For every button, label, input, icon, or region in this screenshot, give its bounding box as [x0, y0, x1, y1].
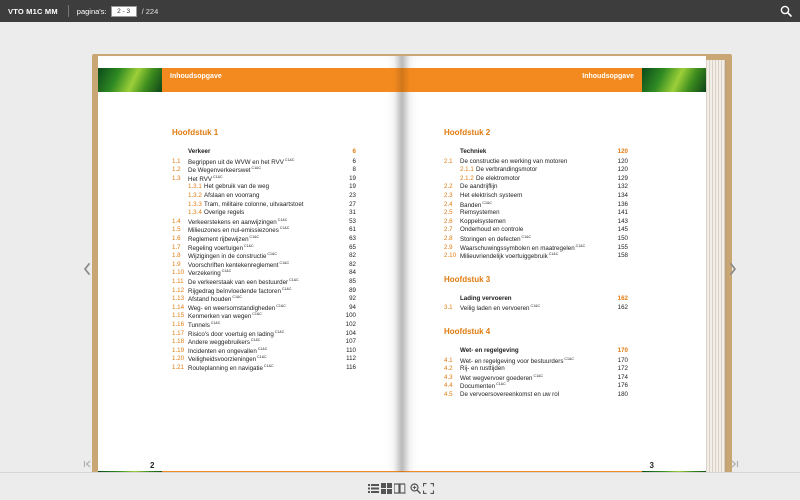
toc-entry-label: Lading vervoeren	[460, 294, 512, 302]
toc-entry-page: 23	[349, 192, 356, 199]
toc-entry-page: 6	[352, 157, 356, 165]
toc-entry-label: Verkeerstekens en aanwijzingen$^{C1\&C}$	[188, 217, 288, 226]
toc-entry-page: 155	[617, 243, 628, 251]
toc-entry-page: 89	[349, 286, 356, 294]
toc-entry-number: 1.18	[172, 338, 185, 346]
page-total: / 224	[141, 6, 159, 16]
toc-entry-page: 19	[349, 183, 356, 191]
toc-entry-number: 2.1.2	[460, 174, 474, 182]
toc-entry-page: 8	[352, 166, 356, 174]
toc-entry-page: 63	[349, 235, 356, 242]
toc-entry-number: 2.10	[444, 252, 457, 260]
toc-entry-label: Incidenten en ongevallen$^{C1\&C}$	[188, 346, 268, 355]
chapter-title: Hoofdstuk 1	[172, 128, 219, 137]
category-superscript: C1&C	[521, 235, 532, 239]
toc-entry-page: 116	[346, 364, 356, 371]
toc-entry[interactable]	[172, 364, 356, 373]
toc-entry-page: 104	[345, 329, 356, 337]
category-superscript: C1&C	[212, 174, 223, 179]
category-superscript: C1&C	[496, 382, 506, 387]
toc-entry-page: 145	[617, 226, 628, 234]
category-superscript: C1&C	[279, 260, 290, 265]
toc-entry-page: 82	[349, 252, 356, 260]
page-number-input[interactable]: 2 - 3	[111, 6, 137, 17]
toc-entry-page: 82	[349, 260, 356, 268]
toc-entry-label: Wijzigingen in de constructie$^{C1\&C}$	[188, 252, 278, 261]
toc-entry-page: 136	[617, 200, 628, 208]
toc-entry-label: Documenten$^{C1\&C}$	[460, 382, 506, 391]
toc-entry-number: 1.19	[172, 346, 185, 354]
toc-entry-label: Afslaan en voorrang	[204, 192, 260, 199]
thumbnail-grid-icon[interactable]	[381, 483, 392, 494]
toc-entry-page: 120	[617, 166, 628, 174]
toc-entry-label: Tunnels$^{C1\&C}$	[188, 321, 221, 330]
toc-entry-label: Afstand houden$^{C1\&C}$	[188, 295, 242, 304]
list-view-icon[interactable]	[368, 483, 379, 494]
toc-entry[interactable]	[444, 391, 628, 400]
toc-entry-label: Waarschuwingssymbolen en maatregelen$^{C1\&C}$	[460, 243, 586, 252]
toc-entry-label: De constructie en werking van motoren	[460, 157, 568, 165]
toc-entry-number: 1.14	[172, 303, 185, 311]
page-header-bar	[402, 68, 642, 92]
toc-entry-number: 1.17	[172, 329, 185, 337]
toc-entry-number: 4.1	[444, 356, 453, 364]
toc-entry-number: 1.5	[172, 226, 181, 234]
toc-entry-number: 2.4	[444, 200, 453, 208]
toc-section-heading[interactable]	[444, 347, 628, 356]
toc-entry-page: 94	[349, 303, 356, 311]
toc-entry-page: 143	[617, 217, 628, 225]
toc-entry-page: 110	[346, 346, 356, 354]
toc-entry-number: 1.13	[172, 295, 185, 303]
toc-section-heading[interactable]	[444, 295, 628, 304]
category-superscript: C1&C	[250, 338, 261, 343]
toc-entry-label: De elektromotor	[476, 174, 521, 182]
toc-entry-label: De verkeerstaak van een bestuurder$^{C1\&C}$	[188, 278, 299, 287]
category-superscript: C1&C	[244, 243, 254, 248]
toc-entry-label: Storingen en defecten$^{C1\&C}$	[460, 235, 532, 244]
toc-entry-page: 27	[349, 200, 356, 208]
toc-entry-label: De vervoersovereenkomst en uw rol	[460, 391, 560, 398]
toc-entry-number: 1.12	[172, 286, 185, 294]
toc-entry-label: Koppelsystemen	[460, 217, 506, 225]
toc-entry-number: 1.3.4	[188, 209, 202, 217]
double-page-icon[interactable]	[394, 483, 405, 494]
page-header-title: Inhoudsopgave	[170, 73, 222, 80]
toc-entry-page: 31	[349, 209, 356, 217]
toc-entry-label: Wet- en regelgeving voor bestuurders$^{C1\&C}$	[460, 356, 575, 365]
toc-entry-label: Voorschriften kentekenreglement$^{C1\&C}$	[188, 260, 290, 269]
category-superscript: C1&C	[232, 295, 242, 300]
category-superscript: C1&C	[274, 329, 285, 334]
header-green-graphic	[642, 68, 706, 92]
zoom-in-icon[interactable]	[410, 483, 421, 494]
category-superscript: C1&C	[564, 356, 575, 361]
top-toolbar	[0, 0, 800, 22]
toc-entry-number: 1.3.1	[188, 183, 202, 191]
toc-entry-page: 112	[346, 355, 356, 363]
toc-entry-number: 2.1.1	[460, 166, 474, 174]
toc-entry-page: 170	[617, 347, 628, 354]
toc-entry-page: 84	[349, 269, 356, 277]
toc-entry-page: 134	[617, 192, 628, 199]
category-superscript: C1&C	[277, 217, 288, 222]
toc-entry-page: 150	[617, 235, 628, 242]
toc-entry-label: Andere weggebruikers$^{C1\&C}$	[188, 338, 261, 347]
header-green-graphic	[98, 68, 162, 92]
toc-entry-label: Begrippen uit de WVW en het $RVV^{C1\&C}$	[188, 157, 295, 166]
toc-entry-label: Wet wegvervoer goederen$^{C1\&C}$	[460, 373, 544, 382]
toc-entry-number: 1.16	[172, 321, 185, 328]
toc-entry-number: 2.3	[444, 192, 453, 199]
toc-entry-label: Milieuvriendelijk voertuiggebruik$^{C1\&C}$	[460, 252, 559, 261]
chevron-left-icon[interactable]	[82, 262, 92, 276]
category-superscript: C1&C	[482, 200, 492, 205]
toc-entry-number: 1.2	[172, 166, 181, 174]
toc-entry-number: 4.5	[444, 391, 453, 398]
toc-entry-label: Weg- en weersomstandigheden$^{C1\&C}$	[188, 303, 286, 312]
toc-entry-number: 2.8	[444, 235, 453, 242]
toc-entry-page: 61	[349, 226, 356, 234]
toc-entry-number: 1.4	[172, 217, 181, 225]
toc-entry-label: Risico's door voertuig en lading$^{C1\&C}$	[188, 329, 285, 338]
category-superscript: C1&C	[279, 226, 290, 231]
toc-entry-number: 2.5	[444, 209, 453, 217]
toc-entry-number: 4.2	[444, 365, 453, 373]
chevron-right-icon[interactable]	[728, 262, 738, 276]
toc-entry-label: Overige regels	[204, 209, 245, 217]
toc-entry-label: Veiligheidsvoorzieningen$^{C1\&C}$	[188, 355, 267, 364]
toc-entry-page: 129	[617, 174, 628, 182]
toc-entry-number: 1.10	[172, 269, 185, 277]
toc-entry-number: 2.7	[444, 226, 453, 234]
last-page-icon[interactable]	[729, 460, 739, 468]
toc-entry-page: 53	[349, 217, 356, 225]
chapter-title: Hoofdstuk 2	[444, 128, 491, 137]
category-superscript: C1&C	[281, 286, 292, 291]
toc-entry-number: 2.9	[444, 243, 453, 251]
toc-entry-number: 1.15	[172, 312, 185, 320]
toc-entry-label: Rij- en rusttijden	[460, 365, 505, 373]
category-superscript: C1&C	[221, 269, 232, 274]
toc-entry-label: Tram, militaire colonne, uitvaartstoet	[204, 200, 304, 208]
toc-entry-number: 1.8	[172, 252, 181, 260]
toc-entry-page: 92	[349, 295, 356, 303]
toc-entry-number: 1.3	[172, 174, 181, 182]
category-superscript: C1&C	[575, 243, 586, 248]
toc-entry-page: 102	[345, 321, 356, 328]
chapter-title: Hoofdstuk 3	[444, 274, 491, 284]
toc-entry-label: Wet- en regelgeving	[460, 347, 519, 354]
category-superscript: C1&C	[257, 346, 268, 351]
fullscreen-icon[interactable]	[423, 483, 434, 494]
toc-entry-page: 170	[617, 356, 628, 364]
category-superscript: C1&C	[533, 373, 544, 378]
toc-entry-number: 1.3.2	[188, 192, 202, 199]
toc-entry-number: 2.2	[444, 183, 453, 191]
page-header-bar	[162, 68, 402, 92]
toc-entry-page: 19	[349, 174, 356, 182]
toc-entry-number: 1.3.3	[188, 200, 202, 208]
toc-section-heading[interactable]	[172, 148, 356, 157]
toc-entry-label: Onderhoud en controle	[460, 226, 524, 234]
category-superscript: C1&C	[264, 364, 274, 368]
toolbar-divider	[68, 5, 69, 17]
toc-entry-number: 3.1	[444, 304, 453, 312]
category-superscript: C1&C	[530, 304, 541, 309]
toc-entry-number: 1.11	[172, 278, 184, 285]
page-number: 2	[150, 461, 155, 470]
toc-entry-label: Rijgedrag beïnvloedende factoren$^{C1\&C}$	[188, 286, 292, 295]
toc-entry-page: 120	[617, 148, 628, 155]
toc-entry-label: Remsystemen	[460, 209, 500, 217]
category-superscript: C1&C	[267, 252, 278, 257]
document-title: VTO M1C MM	[8, 6, 58, 16]
toc-entry-label: Banden$^{C1\&C}$	[460, 200, 492, 209]
category-superscript: C1&C	[210, 321, 221, 325]
category-superscript: C1&C	[289, 278, 299, 282]
category-superscript: C1&C	[249, 235, 260, 239]
toc-entry-label: De Wegenverkeerswet$^{C1\&C}$	[188, 166, 262, 175]
toc-entry-page: 6	[352, 148, 356, 155]
category-superscript: C1&C	[276, 303, 286, 308]
toc-entry[interactable]	[444, 252, 628, 261]
category-superscript: C1&C	[251, 166, 262, 171]
toc-entry-label: De verbrandingsmotor	[476, 166, 538, 174]
toc-entry-page: 65	[349, 243, 356, 251]
toc-entry-label: Veilig laden en vervoeren$^{C1\&C}$	[460, 304, 541, 313]
pages-label: pagina's:	[76, 6, 107, 16]
reader-stage	[0, 22, 800, 472]
toc-entry-page: 162	[617, 294, 628, 302]
toc-entry-page: 158	[617, 252, 628, 260]
toc-entry-label: Techniek	[460, 148, 487, 155]
toc-entry-page: 120	[617, 157, 628, 165]
toc-entry[interactable]	[444, 304, 628, 313]
toc-entry-number: 1.7	[172, 243, 181, 251]
search-icon[interactable]	[780, 5, 792, 17]
chapter-title: Hoofdstuk 4	[444, 327, 491, 336]
category-superscript: C1&C	[548, 252, 559, 257]
bottom-toolbar	[0, 472, 800, 500]
toc-entry-number: 2.6	[444, 217, 453, 225]
first-page-icon[interactable]	[83, 460, 93, 468]
toc-entry-label: De aandrijflijn	[460, 183, 498, 191]
toc-entry-page: 132	[617, 183, 628, 191]
page-number: 3	[649, 461, 654, 470]
toc-entry-page: 172	[617, 365, 628, 373]
toc-entry-page: 141	[617, 209, 628, 217]
page-header-title: Inhoudsopgave	[582, 73, 634, 80]
right-page[interactable]	[402, 56, 706, 484]
toc-entry-number: 4.4	[444, 382, 453, 390]
toc-entry-label: Het gebruik van de weg	[204, 183, 270, 191]
toc-entry-number: 1.21	[172, 364, 185, 371]
toc-entry-label: Routeplanning en navigatie$^{C1\&C}$	[188, 364, 274, 373]
left-page[interactable]	[98, 56, 402, 484]
toc-section-heading[interactable]	[444, 148, 628, 157]
toc-entry-number: 4.3	[444, 373, 453, 381]
toc-entry-label: Reglement rijbewijzen$^{C1\&C}$	[188, 235, 260, 244]
toc-entry-label: Het $RVV^{C1\&C}$	[188, 174, 223, 183]
category-superscript: C1&C	[252, 312, 262, 317]
toc-entry-number: 1.6	[172, 235, 181, 242]
toc-entry-label: Het elektrisch systeem	[460, 192, 523, 199]
category-superscript: C1&C	[257, 355, 267, 360]
toc-entry-label: Verkeer	[188, 148, 211, 155]
toc-entry-label: Kenmerken van wegen$^{C1\&C}$	[188, 312, 262, 321]
toc-entry-number: 1.1	[172, 157, 181, 165]
toc-entry-page: 85	[349, 278, 356, 285]
toc-entry-label: Verzekering$^{C1\&C}$	[188, 269, 232, 278]
toc-entry-label: Milieuzones en nul-emissiezones$^{C1\&C}$	[188, 226, 290, 235]
toolbar-divider	[405, 484, 406, 494]
toc-entry-page: 162	[617, 304, 628, 312]
toc-entry-page: 100	[345, 312, 356, 320]
toc-entry-page: 107	[345, 338, 356, 346]
toc-entry-number: 2.1	[444, 157, 453, 165]
toc-entry-label: Regeling voertuigen$^{C1\&C}$	[188, 243, 254, 252]
toc-entry-page: 180	[617, 391, 628, 398]
toc-entry-page: 176	[617, 382, 628, 390]
toc-entry-number: 1.20	[172, 355, 185, 363]
toc-entry-number: 1.9	[172, 260, 181, 268]
toc-entry-page: 174	[617, 373, 628, 381]
category-superscript: C1&C	[284, 157, 295, 162]
